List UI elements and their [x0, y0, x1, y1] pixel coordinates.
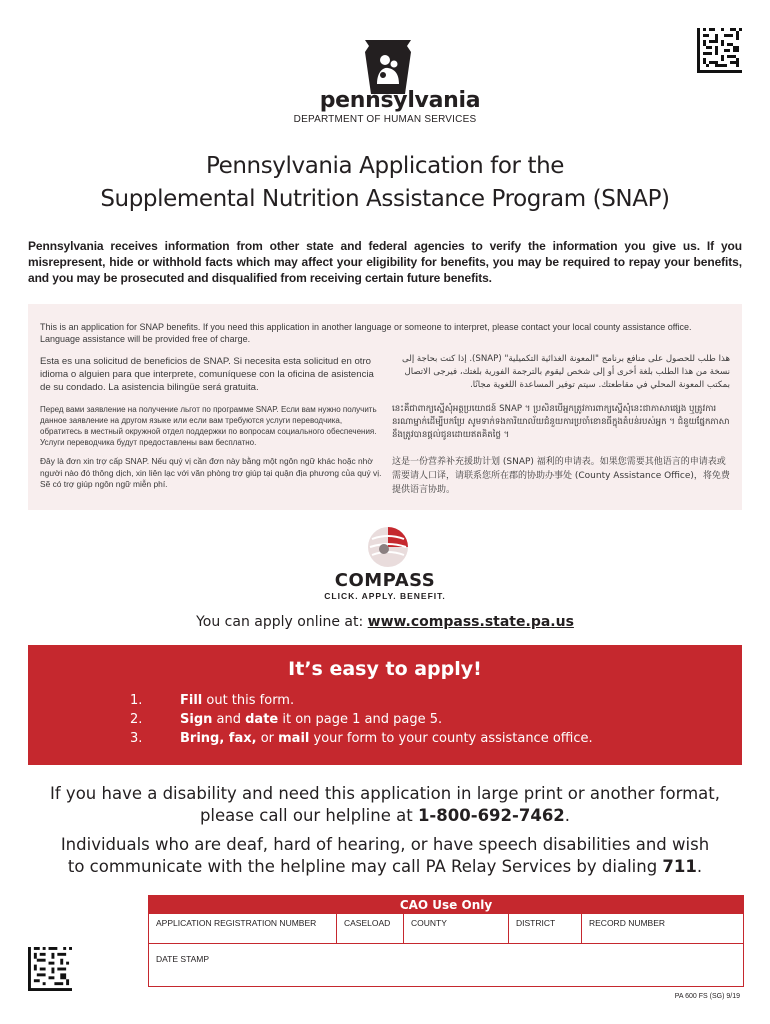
- cao-use-only-box: [148, 895, 744, 987]
- apply-step-3: [130, 731, 690, 750]
- step-keyword-2: mail: [278, 731, 310, 746]
- field-application-registration-number: APPLICATION REGISTRATION NUMBER: [149, 914, 337, 944]
- eligibility-warning: Pennsylvania receives information from other state and federal agencies to verify the information you give us. If you misrepresent, hide or withhold facts which may affect your eligibility for benefits, you may be required to repay your benefits, and you may be prosecuted and disqualified from receiving certain future benefits.: [28, 239, 742, 285]
- apply-online-line: [120, 614, 650, 630]
- step-keyword: Fill: [180, 693, 203, 708]
- compass-logo-icon: [366, 525, 410, 569]
- language-notice-spanish: Esta es una solicitud de beneficios de SNAP. Si necesita esta solicitud en otro idioma o alguien para que interprete, comuníquese con la oficina de asistencia de su condado. La asistencia bilingüe será gratuita.: [40, 356, 374, 393]
- field-caseload: CASELOAD: [337, 914, 404, 944]
- compass-wordmark: COMPASS: [334, 570, 436, 591]
- field-record-number: RECORD NUMBER: [582, 914, 743, 944]
- field-district: DISTRICT: [509, 914, 582, 944]
- language-notice-vietnamese: Đây là đơn xin trợ cấp SNAP. Nếu quý vị cần đơn này bằng một ngôn ngữ khác hoặc nhờ người nào đó thông dịch, xin liên lạc với văn phòng trợ giúp tại quận địa phương của quý vị. Sẽ có trợ giúp ngôn ngữ miễn phí.: [40, 456, 382, 489]
- relay-line-2: to communicate with the helpline may call PA Relay Services by dialing: [67, 857, 663, 876]
- apply-online-prefix: You can apply online at:: [196, 614, 368, 630]
- apply-step-1: [130, 693, 690, 712]
- field-date-stamp: DATE STAMP: [156, 954, 210, 964]
- step-text: it on page 1 and page 5.: [278, 712, 443, 727]
- step-number: 3.: [130, 731, 143, 746]
- language-notice-khmer: នេះគឺជាពាក្យស្នើសុំអត្ថប្រយោជន៍ SNAP ។ ប្រសិនបើអ្នកត្រូវការពាក្យស្នើសុំនេះជាភាសាផ្សេង ឬត្រូវការនរណាម្នាក់ដើម្បីបកប្រែ សូមទាក់ទងការិយាល័យជំនួយការប្រចាំខោនធីក្នុងតំបន់របស់អ្នក ។ ជំនួយផ្នែកភាសានឹងត្រូវបានផ្តល់ជូនដោយឥតគិតថ្លៃ ។: [392, 404, 730, 440]
- step-text: your form to your county assistance office.: [309, 731, 593, 746]
- qr-code-bottom: [28, 947, 72, 991]
- field-county: COUNTY: [404, 914, 509, 944]
- easy-apply-heading: It’s easy to apply!: [288, 658, 482, 680]
- title-line-2: Supplemental Nutrition Assistance Program (SNAP): [100, 186, 670, 212]
- step-number: 1.: [130, 693, 143, 708]
- step-keyword: Bring, fax,: [180, 731, 257, 746]
- language-notice-russian: Перед вами заявление на получение льгот по программе SNAP. Если вам нужно получить данное заявление на другом языке или если вам требуются услуги переводчика, обратитесь в местный окружной отдел поддержки по вопросам социального обеспечения. Услуги переводчика будут предоставлены вам бесплатно.: [40, 405, 377, 447]
- apply-steps-list: [130, 693, 690, 750]
- step-keyword: Sign: [180, 712, 213, 727]
- page-title: [40, 150, 730, 216]
- relay-services-notice: [20, 834, 750, 878]
- language-notice-english: This is an application for SNAP benefits. If you need this application in another language or someone to interpret, please contact your local county assistance office. Language assistance will be provided free of charge.: [40, 322, 692, 344]
- relay-number: 711: [662, 857, 697, 876]
- language-notice-arabic: هذا طلب للحصول على منافع برنامج "المعونة الغذائية التكميلية" (SNAP). إذا كنت بحاجة إلى نسخة من هذا الطلب بلغة أخرى أو إلى شخص ليقوم بالترجمة الفورية بلغتك، فيرجى الاتصال بمكتب المعونة المحلي في مقاطعتك. سيتم توفير المساعدة اللغوية مجانًا.: [402, 354, 730, 390]
- compass-url-link[interactable]: www.compass.state.pa.us: [367, 614, 574, 630]
- relay-period: .: [696, 857, 703, 876]
- apply-step-2: [130, 712, 690, 731]
- brand-wordmark: pennsylvania: [319, 88, 481, 113]
- disability-notice: [20, 783, 750, 827]
- cao-heading: CAO Use Only: [149, 896, 743, 914]
- disability-line-1: If you have a disability and need this application in large print or another format,: [50, 784, 720, 803]
- qr-code-top: [697, 28, 742, 73]
- disability-line-2: please call our helpline at: [199, 806, 418, 825]
- title-line-1: Pennsylvania Application for the: [205, 153, 565, 179]
- language-notice-chinese: 这是一份营养补充援助计划 (SNAP) 福利的申请表。如果您需要其他语言的申请表或需要请人口译，请联系您所在郡的协助办事处 (County Assistance Office)，将免费提供语言协助。: [392, 457, 730, 495]
- disability-period: .: [564, 806, 571, 825]
- step-text: and: [212, 712, 246, 727]
- department-name: DEPARTMENT OF HUMAN SERVICES: [293, 114, 477, 125]
- relay-line-1: Individuals who are deaf, hard of hearing, or have speech disabilities and wish: [60, 835, 710, 854]
- step-text: out this form.: [202, 693, 295, 708]
- step-text: or: [256, 731, 279, 746]
- form-number: PA 600 FS (SG) 9/19: [674, 993, 740, 1000]
- step-number: 2.: [130, 712, 143, 727]
- compass-tagline: CLICK. APPLY. BENEFIT.: [324, 591, 446, 601]
- helpline-phone: 1-800-692-7462: [417, 806, 565, 825]
- step-keyword-2: date: [245, 712, 279, 727]
